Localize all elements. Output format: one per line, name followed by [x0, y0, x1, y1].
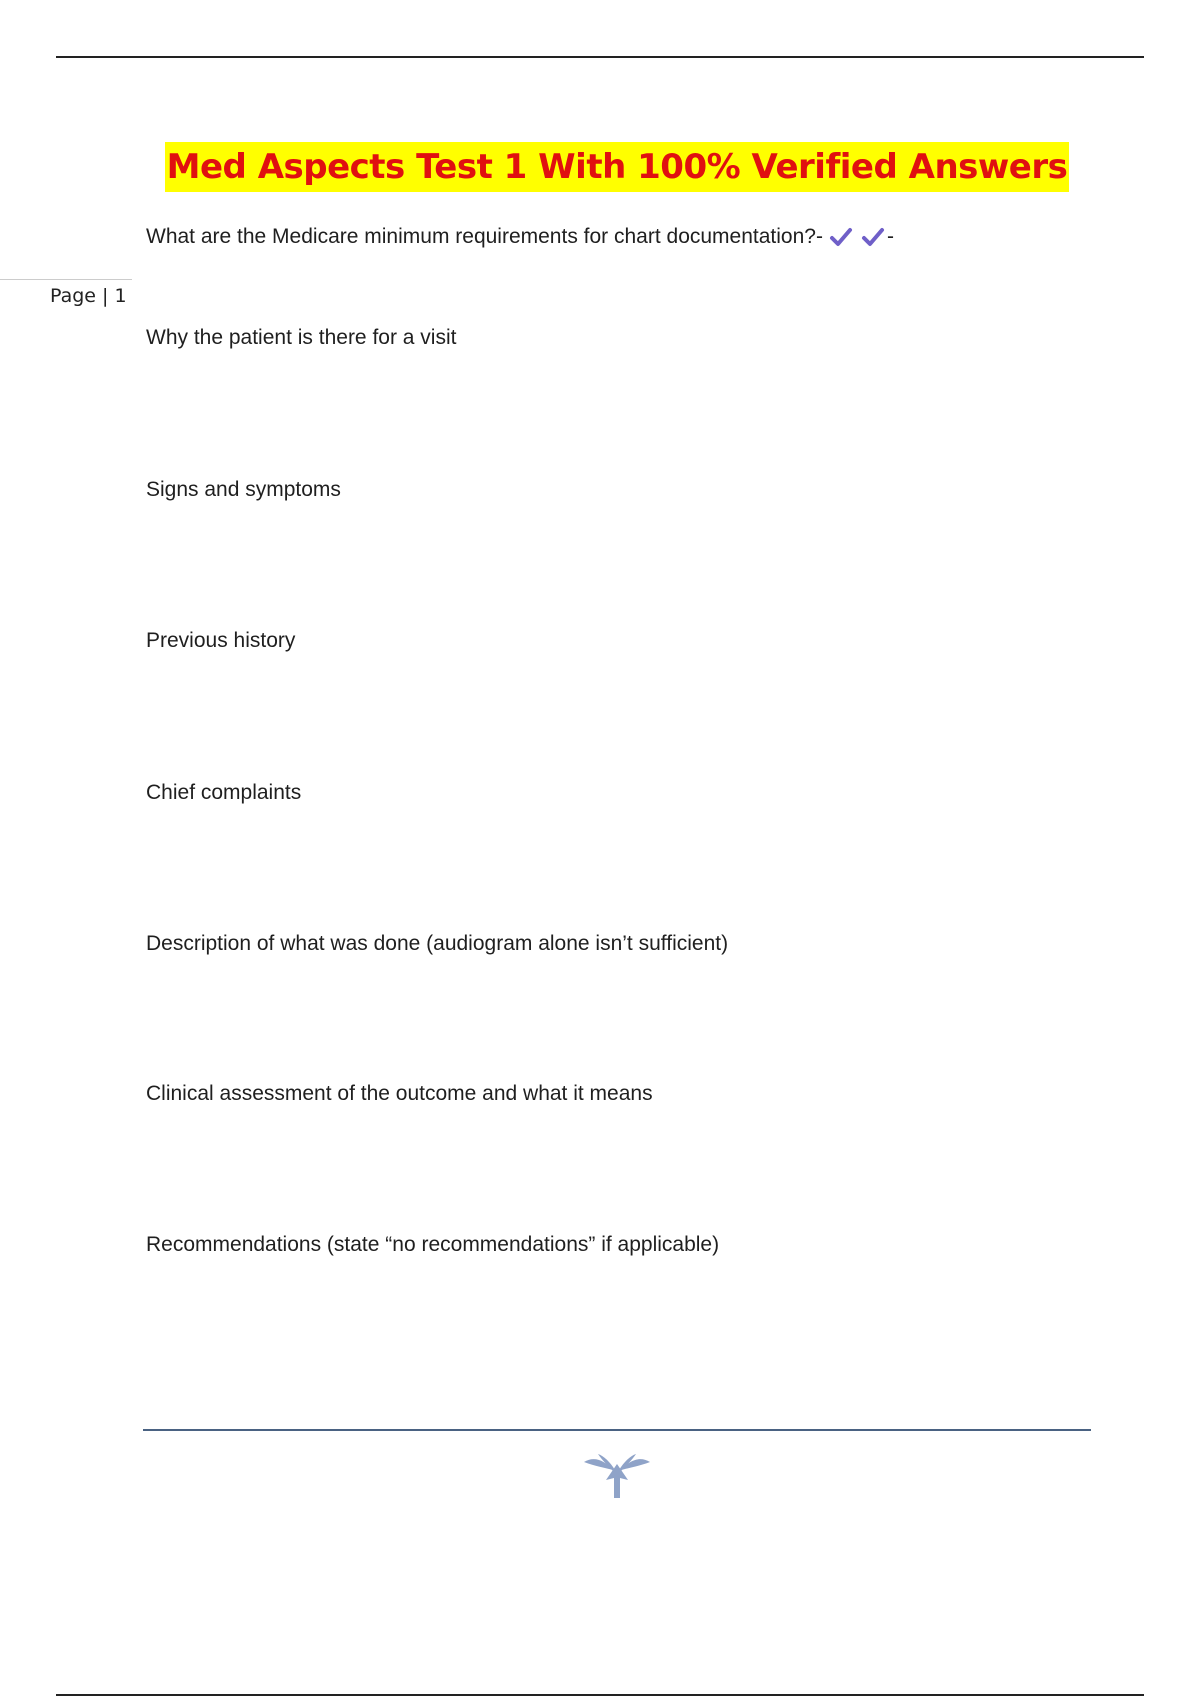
tree-logo-icon — [580, 1448, 654, 1500]
question-text: What are the Medicare minimum requirements for chart documentation?- — [146, 225, 823, 248]
answer-item: Description of what was done (audiogram alone isn’t sufficient) — [146, 932, 729, 955]
answer-item: Why the patient is there for a visit — [146, 326, 457, 349]
answer-item: Signs and symptoms — [146, 478, 341, 501]
answer-item: Recommendations (state “no recommendations” if applicable) — [146, 1233, 720, 1256]
page-number: Page | 1 — [50, 285, 127, 307]
page-number-rule — [0, 279, 132, 280]
checkmark-icon — [827, 225, 855, 249]
document-title: Med Aspects Test 1 With 100% Verified Answers — [165, 142, 1070, 192]
footer-rule — [143, 1429, 1091, 1431]
top-rule — [56, 56, 1144, 58]
question-suffix: - — [886, 225, 894, 248]
title-container — [0, 142, 1200, 192]
answer-item: Chief complaints — [146, 781, 302, 804]
bottom-rule — [56, 1694, 1144, 1696]
checkmark-icon — [859, 225, 887, 249]
question-line — [146, 222, 894, 252]
answer-item: Clinical assessment of the outcome and what it means — [146, 1082, 653, 1105]
answer-item: Previous history — [146, 629, 296, 652]
